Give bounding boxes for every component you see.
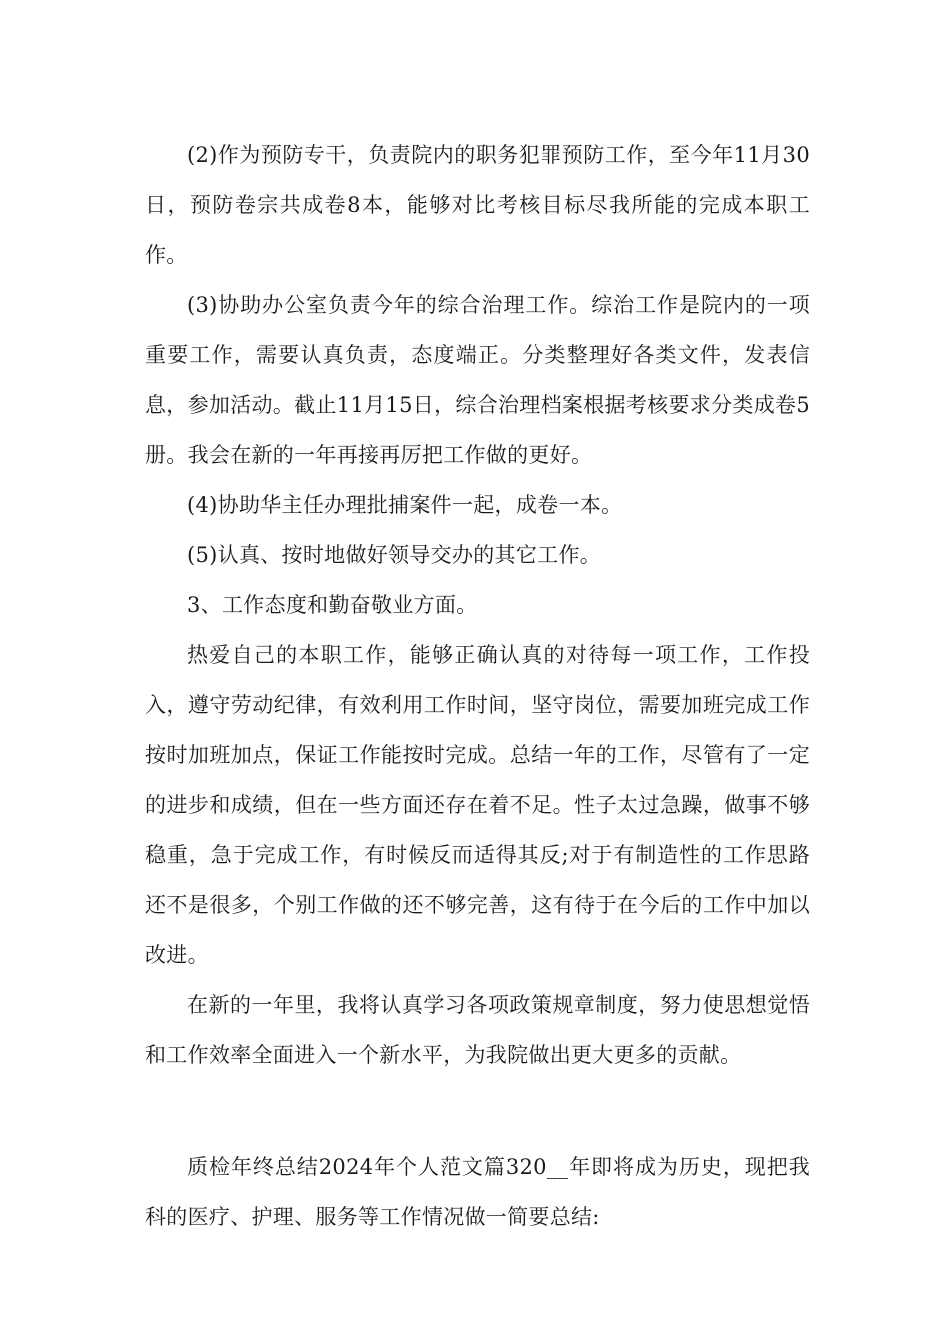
section-spacer	[145, 1080, 810, 1142]
paragraph-assigned-tasks: (5)认真、按时地做好领导交办的其它工作。	[187, 543, 602, 567]
paragraph-comprehensive-governance: (3)协助办公室负责今年的综合治理工作。综治工作是院内的一项重要工作，需要认真负责，态度端正。分类整理好各类文件，发表信息，参加活动。截止11月15日，综合治理档案根据考核要求分类成卷5册。我会在新的一年再接再厉把工作做的更好。	[145, 293, 810, 467]
section-heading-work-attitude: 3、工作态度和勤奋敬业方面。	[187, 593, 478, 617]
paragraph-new-year-goal: 在新的一年里，我将认真学习各项政策规章制度，努力使思想觉悟和工作效率全面进入一个新水平，为我院做出更大更多的贡献。	[145, 993, 810, 1067]
document-body	[145, 130, 810, 1242]
paragraph-prevention-work: (2)作为预防专干，负责院内的职务犯罪预防工作，至今年11月30日，预防卷宗共成卷8本，能够对比考核目标尽我所能的完成本职工作。	[145, 143, 810, 267]
paragraph-arrest-case: (4)协助华主任办理批捕案件一起，成卷一本。	[187, 493, 623, 517]
paragraph-work-attitude: 热爱自己的本职工作，能够正确认真的对待每一项工作，工作投入，遵守劳动纪律，有效利用工作时间，坚守岗位，需要加班完成工作按时加班加点，保证工作能按时完成。总结一年的工作，尽管有了一定的进步和成绩，但在一些方面还存在着不足。性子太过急躁，做事不够稳重，急于完成工作，有时候反而适得其反;对于有制造性的工作思路还不是很多，个别工作做的还不够完善，这有待于在今后的工作中加以改进。	[145, 643, 810, 967]
paragraph-article-3-intro: 质检年终总结2024年个人范文篇320__年即将成为历史，现把我科的医疗、护理、服务等工作情况做一简要总结:	[145, 1155, 810, 1229]
